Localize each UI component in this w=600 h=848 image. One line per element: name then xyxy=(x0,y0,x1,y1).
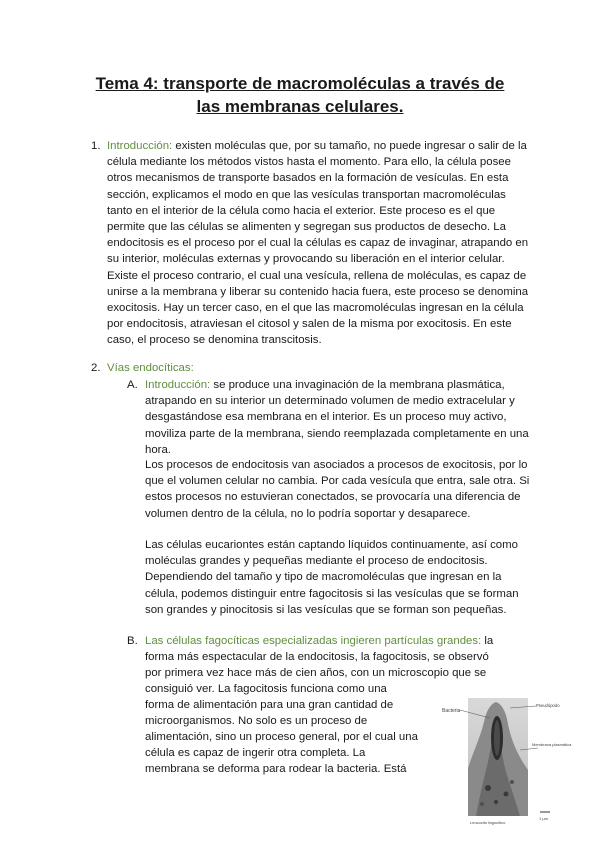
subsection-b-letter: B. xyxy=(127,635,138,647)
subsection-b-line-7: célula es capaz de ingerir otra completa. La xyxy=(145,747,366,759)
figure-label-scale: 1 µm xyxy=(539,816,548,821)
subsection-b-line-0 xyxy=(145,633,540,649)
subsection-b-line-0-text: la xyxy=(484,635,494,647)
section-1-number: 1. xyxy=(91,140,101,152)
subsection-b-line-1: forma más espectacular de la endocitosis, la fagocitosis, se observó xyxy=(145,651,489,663)
title-line-2: las membranas celulares. xyxy=(196,97,404,116)
subsection-b-line-4: forma de alimentación para una gran cantidad de xyxy=(145,699,394,711)
section-1-heading: Introducción: xyxy=(107,140,173,152)
subsection-a-heading: Introducción: xyxy=(145,379,211,391)
figure-label-leukocyte: Leucocito fagocítico xyxy=(470,820,506,825)
section-1-text: existen moléculas que, por su tamaño, no puede ingresar o salir de la célula mediante los métodos vistos hasta el momento. Para ello, la célula posee otros mecanismos de transporte basados en la formación de vesículas. En esta sección, explicamos el modo en que las vesículas transportan macromoléculas tanto en el interior de la célula como hacia el exterior. Este proceso es el que permite que las células se alimenten y segregan sus productos de desecho. La endocitosis es el proceso por el cual la células es capaz de invaginar, atrapando en su interior, moléculas externas y provocando su liberación en el interior celular. Existe el proceso contrario, el cual una vesícula, rellena de moléculas, es capaz de unirse a la membrana y liberar su contenido hacia fuera, este proceso se denomina exocitosis. Hay un tercer caso, en el que las macromoléculas ingresan en la célula por endocitosis, atraviesan el citosol y salen de la misma por exocitosis. En este caso, el proceso se denomina transcitosis. xyxy=(107,140,529,347)
subsection-a-paragraph-2: Los procesos de endocitosis van asociados a procesos de exocitosis, por lo que el volumen celular no cambia. Por cada vesícula que entra, sale otra. Si estos procesos no estuvieran conectados, se provocaría una diferencia de volumen dentro de la célula, no lo podría soportar y desaparece. xyxy=(145,459,530,520)
subsection-a-paragraph xyxy=(145,377,530,458)
subsection-b-line-3: consiguió ver. La fagocitosis funciona como una xyxy=(145,683,387,695)
section-2-number: 2. xyxy=(91,362,101,374)
subsection-b-line-8: membrana se deforma para rodear la bacteria. Está xyxy=(145,763,407,775)
figure-label-membrane: Membrana plasmática xyxy=(532,742,572,747)
phagocytosis-micrograph xyxy=(440,698,572,830)
subsection-b-heading: Las células fagocíticas especializadas ingieren partículas grandes: xyxy=(145,635,482,647)
subsection-b-line-6: alimentación, sino un proceso general, por el cual una xyxy=(145,731,418,743)
section-2-heading: Vías endocíticas: xyxy=(107,362,194,374)
subsection-a-paragraph-3: Las células eucariontes están captando líquidos continuamente, así como moléculas grandes y pequeñas mediante el proceso de endocitosis. Dependiendo del tamaño y tipo de macromoléculas que ingresan en la célula, podemos distinguir entre fagocitosis si las vesículas que se forman son grandes y pinocitosis si las vesículas que se forman son pequeñas. xyxy=(145,539,519,616)
figure-label-bacteria: Bacteria xyxy=(442,708,461,714)
title-line-1: Tema 4: transporte de macromoléculas a través de xyxy=(95,74,505,93)
figure-label-pseudopod: Pseudópodo xyxy=(536,703,560,708)
subsection-a-letter: A. xyxy=(127,379,138,391)
subsection-b-line-2: por primera vez hace más de cien años, con un microscopio que se xyxy=(145,667,487,679)
section-1-paragraph xyxy=(107,138,529,349)
document-title xyxy=(40,72,560,118)
subsection-a-text: se produce una invaginación de la membrana plasmática, atrapando en su interior un determinado volumen de medio extracelular y desgastándose esa membrana en el interior. Es un proceso muy activo, moviliza parte de la membrana, siendo reemplazada completamente en una hora. xyxy=(145,379,529,456)
subsection-b-line-5: microorganismos. No solo es un proceso de xyxy=(145,715,368,727)
